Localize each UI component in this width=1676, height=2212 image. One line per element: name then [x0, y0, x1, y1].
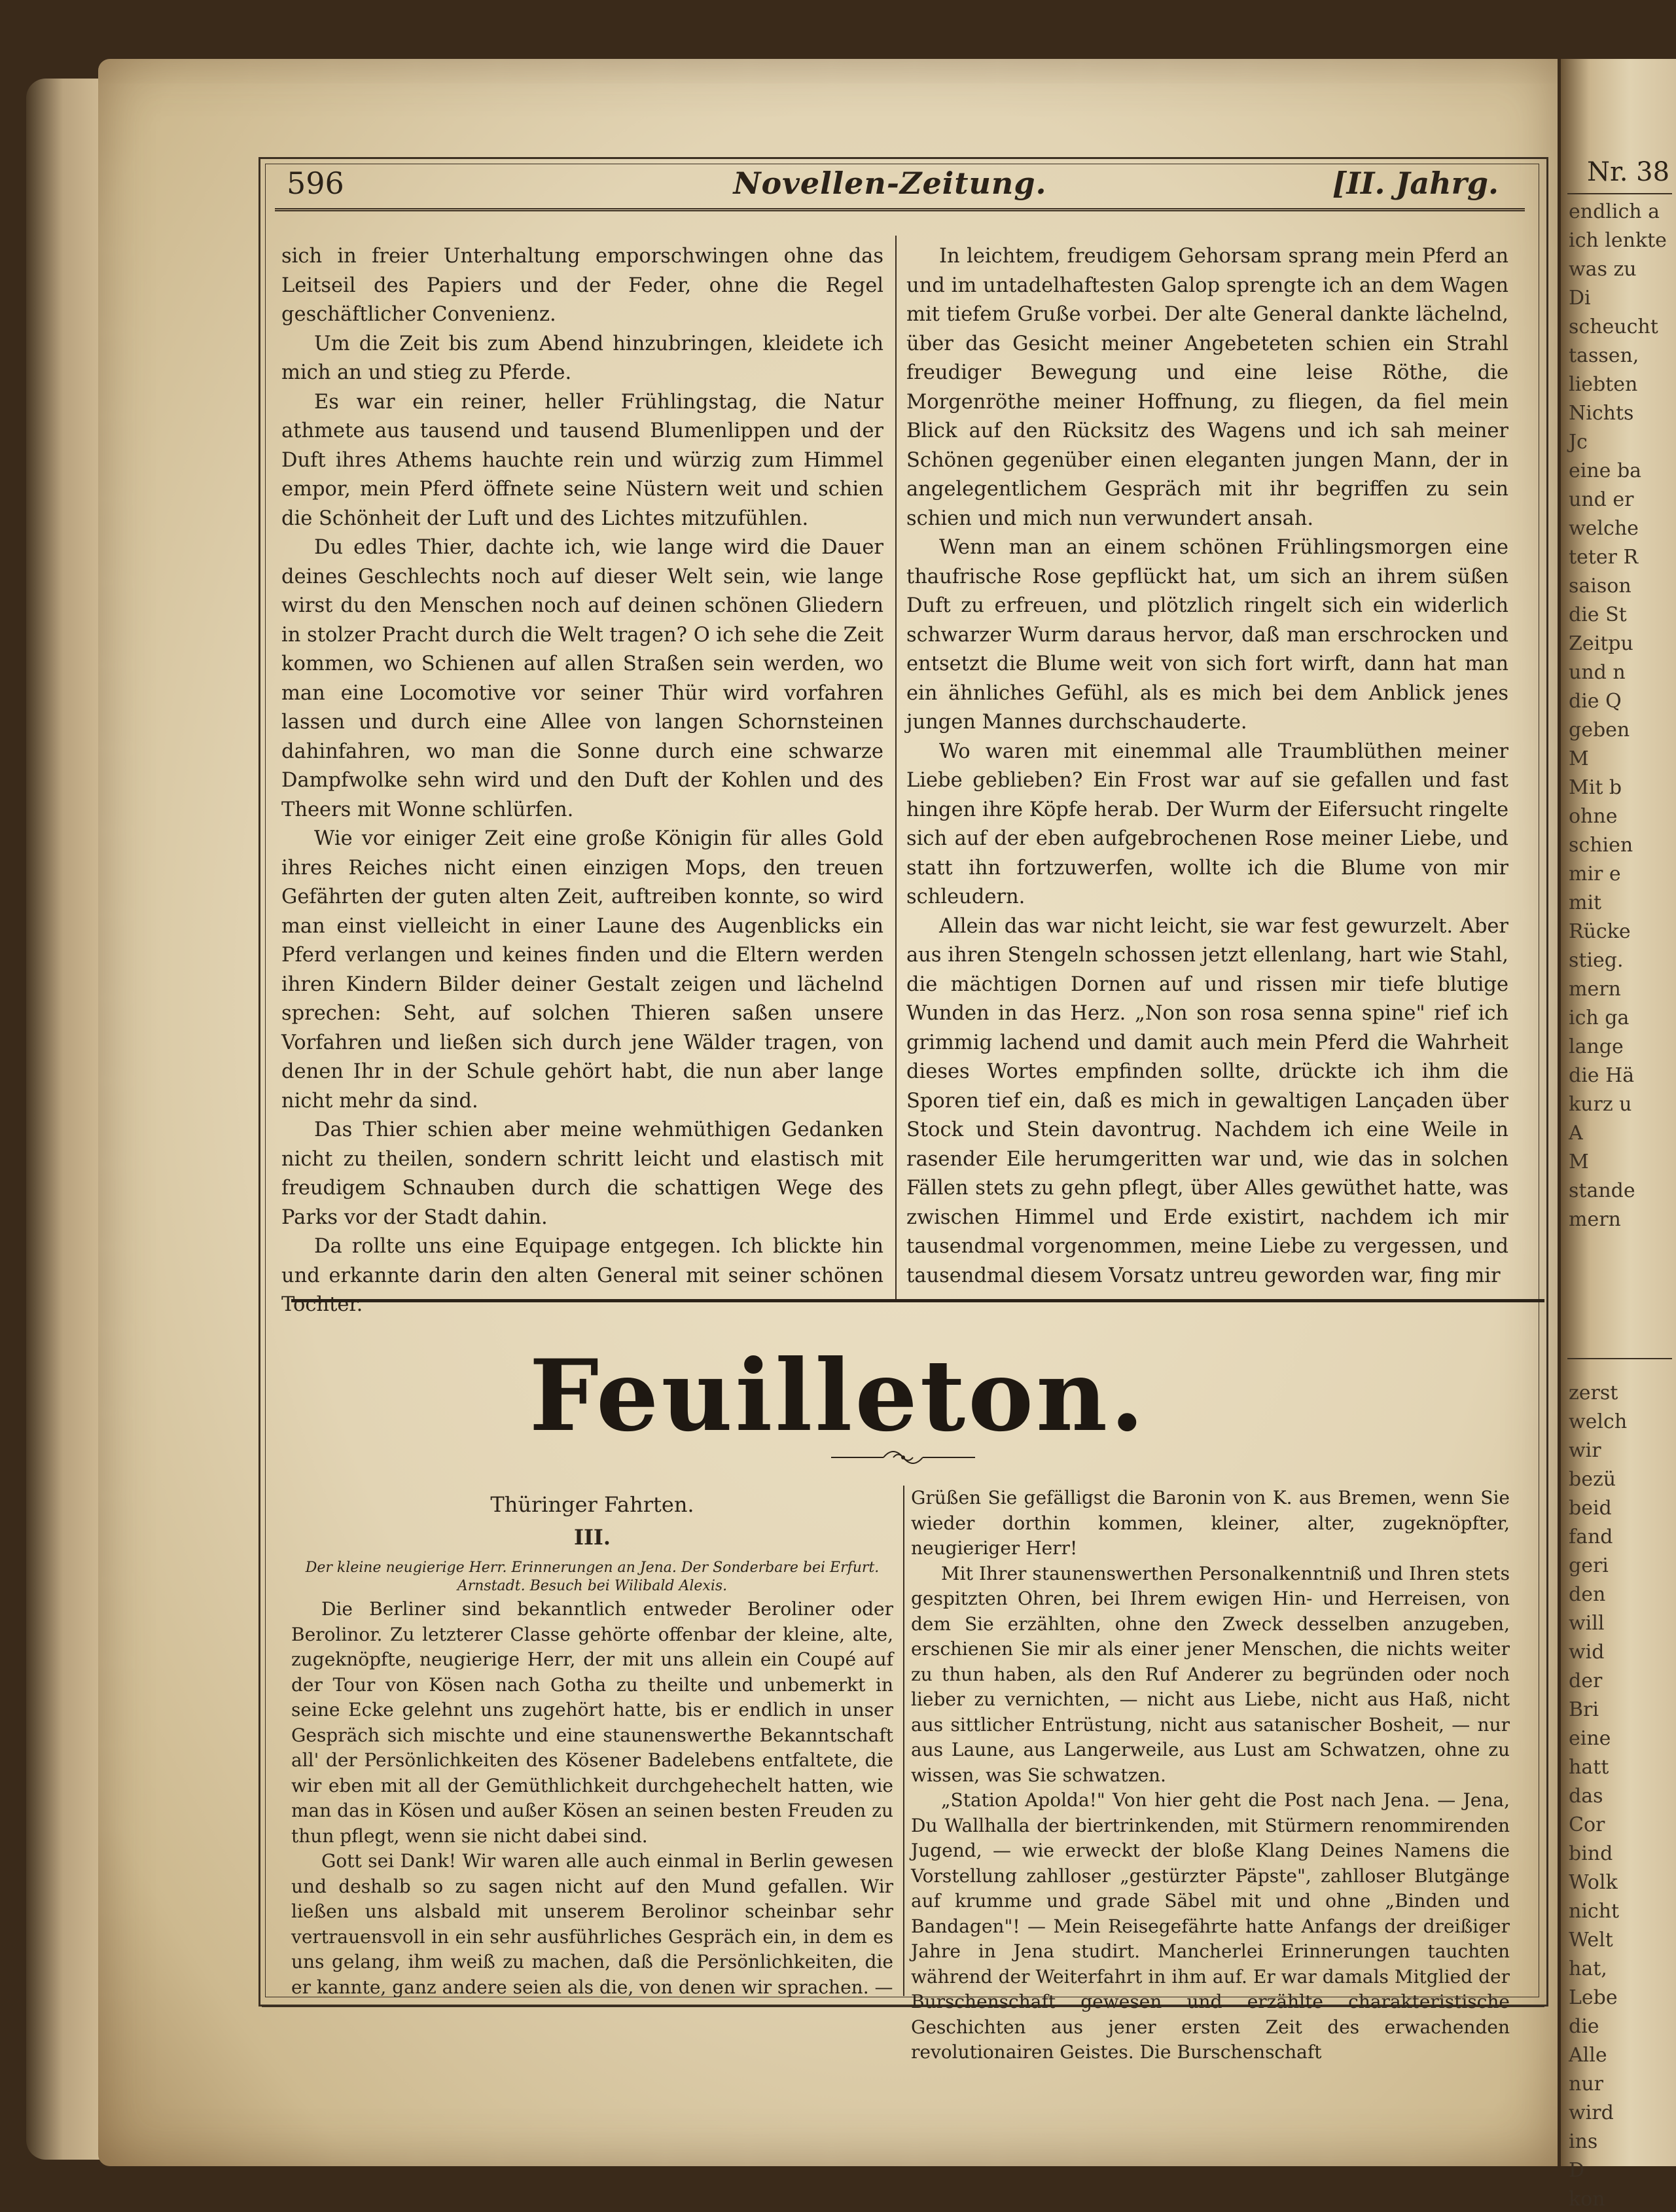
facing-page-text: welch	[1569, 1410, 1628, 1433]
volume-year: [II. Jahrg.	[1332, 166, 1499, 201]
facing-page-text: welche	[1569, 517, 1639, 540]
facing-page-text: scheucht	[1569, 315, 1658, 338]
facing-page-text: Wolk	[1569, 1871, 1618, 1894]
facing-page-text: mit	[1569, 891, 1602, 914]
facing-page-text: Bri	[1569, 1698, 1599, 1721]
paragraph: Wenn man an einem schönen Frühlingsmorgen eine thaufrische Rose gepflückt hat, um sich an ihrem süßen Duft zu erfreuen, und plötzlich ringelt sich ein widerlich schwarzer Wurm daraus hervor, daß man erschrocken und entsetzt die Blume weit von sich fort wirft, dann hat man ein ähnliches Gefühl, als es mich bei dem Anblick jenes jungen Mannes durchschauderte.	[906, 536, 1508, 734]
paragraph: sich in freier Unterhaltung emporschwingen ohne das Leitseil des Papiers und der Feder, ohne die Regel geschäftlicher Convenienz.	[281, 245, 883, 326]
facing-page-text: bezü	[1569, 1468, 1616, 1491]
facing-page-text: wird	[1569, 2101, 1614, 2124]
paragraph: „Station Apolda!" Von hier geht die Post nach Jena. — Jena, Du Wallhalla der biertrinkenden, mit Stürmern renommirenden Jugend, — wie erweckt der bloße Klang Deines Namens die Vorstellung zahlloser „gestürzter Päpste", zahlloser Blutgänge auf krumme und grade Säbel mit und ohne „Binden und Bandagen"! — Mein Reisegefährte hatte Anfangs der dreißiger Jahre in Jena studirt. Mancherlei Erinnerungen tauchten während der Weiterfahrt in ihm auf. Er war damals Mitglied der Burschenschaft gewesen und erzählte charakteristische Geschichten aus jener ersten Zeit des erwachenden revolutionairen Geistes. Die Burschenschaft	[911, 1789, 1510, 2063]
paragraph: Da rollte uns eine Equipage entgegen. Ich blickte hin und erkannte darin den alten General mit seiner schönen Tochter.	[281, 1235, 883, 1316]
facing-page-text: Nichts	[1569, 402, 1634, 425]
paragraph: Wie vor einiger Zeit eine große Königin für alles Gold ihres Reiches nicht einen einzigen Mops, den treuen Gefährten der guten alten Zeit, auftreiben konnte, so wird man einst vielleicht in einer Laune des Augenblicks ein Pferd verlangen und keines finden und die Eltern werden ihren Kindern Bilder deiner Gestalt zeigen und lächelnd sprechen: Seht, auf solchen Thieren saßen unsere Vorfahren und ließen sich durch jene Wälder tragen, von denen Ihr in der Schule gehört habt, die nun aber lange nicht mehr da sind.	[281, 827, 883, 1113]
paragraph: Grüßen Sie gefälligst die Baronin von K. aus Bremen, wenn Sie wieder dorthin kommen, kleiner, alter, zugeknöpfter, neugieriger Herr!	[911, 1487, 1510, 1559]
journal-title: Novellen-Zeitung.	[733, 166, 1047, 201]
facing-page-text: kon	[1569, 2188, 1605, 2211]
paragraph: Die Berliner sind bekanntlich entweder Beroliner oder Berolinor. Zu letzterer Classe gehörte offenbar der kleine, alte, zugeknöpfte, neugierige Herr, der mit uns allein ein Coupé auf der Tour von Kösen nach Gotha zu theilte und unbemerkt in seine Ecke gelehnt uns zugehört hatte, bis er endlich in unser Gespräch sich mischte und eine staunenswerthe Bekanntschaft all' der Persönlichkeiten des Kösener Badelebens entfaltete, die wir eben mit all der Gemüthlichkeit durchgehechelt hatten, wie man das in Kösen und außer Kösen an seinen besten Freuden zu thun pflegt, wenn sie nicht dabei sind.	[291, 1598, 893, 1847]
facing-page-text: mern	[1569, 978, 1621, 1001]
facing-page-text: hatt	[1569, 1756, 1609, 1779]
bottom-rule	[262, 2006, 1544, 2007]
facing-page-text: stande	[1569, 1179, 1635, 1202]
facing-page-text: kurz u	[1569, 1093, 1632, 1116]
running-header	[281, 160, 1499, 206]
paragraph: Allein das war nicht leicht, sie war fest gewurzelt. Aber aus ihren Stengeln schossen jetzt ellenlang, hart wie Stahl, die mächtigen Dornen auf und rissen mir tiefe blutige Wunden in das Herz. „Non son rosa senna spine" rief ich grimmig lachend und damit auch mein Pferd die Wahrheit dieses Wortes empfinden sollte, drückte ich ihm die Sporen tief ein, daß es mich in gewaltigen Lançaden über Stock und Stein davontrug. Nachdem ich eine Weile in rasender Eile herumgeritten war und, wie das in solchen Fällen stets zu gehn pflegt, über Alles gewüthet hatte, was zwischen Himmel und Erde existirt, nachdem ich mir tausendmal vorgenommen, meine Liebe zu vergessen, und tausendmal diesem Vorsatz untreu geworden war, fing mir	[906, 914, 1508, 1287]
column-bottom-right	[911, 1486, 1510, 2065]
facing-page-rule	[1567, 193, 1672, 194]
facing-page-text: wir	[1569, 1439, 1601, 1462]
facing-page-text: will	[1569, 1612, 1605, 1635]
facing-page-text: nur	[1569, 2073, 1603, 2096]
column-divider	[903, 1486, 904, 1996]
facing-page-text: und er	[1569, 488, 1634, 511]
facing-page-text: mir e	[1569, 863, 1621, 885]
facing-page-text: teter R	[1569, 546, 1639, 569]
facing-page-text: Welt	[1569, 1929, 1613, 1952]
paragraph: Gott sei Dank! Wir waren alle auch einmal in Berlin gewesen und deshalb so zu sagen nicht auf den Mund gefallen. Wir ließen uns alsbald mit unserem Berolinor scheinbar sehr vertrauensvoll in ein sehr ausführliches Gespräch ein, in dem es uns gelang, ihm weiß zu machen, daß die Persönlichkeiten, die er kannte, ganz andere seien als die, von denen wir sprachen. —	[291, 1850, 893, 1998]
facing-page-text: M	[1569, 1151, 1589, 1173]
paragraph: Das Thier schien aber meine wehmüthigen Gedanken nicht zu theilen, sondern schritt leicht und elastisch mit freudigem Schnauben durch die schattigen Wege des Parks vor der Stadt dahin.	[281, 1118, 883, 1229]
facing-page-text: hat,	[1569, 1957, 1607, 1980]
facing-page-text: und n	[1569, 661, 1626, 684]
facing-page-text: das	[1569, 1785, 1603, 1808]
facing-page-text: liebten	[1569, 373, 1638, 396]
facing-page-text: Lebe	[1569, 1986, 1618, 2009]
ornament-icon	[831, 1450, 975, 1465]
facing-page-text: D	[1569, 2159, 1585, 2182]
paragraph: In leichtem, freudigem Gehorsam sprang mein Pferd an und im untadelhaftesten Galop sprengte ich an dem Wagen mit tiefem Gruße vorbei. Der alte General dankte lächelnd, über das Gesicht meiner Angebeteten schien ein Strahl freudiger Bewegung und eine leise Röthe, die Morgenröthe meiner Hoffnung, zu fliegen, da fiel mein Blick auf den Rücksitz des Wagens und ich sah meiner Schönen gegenüber einen eleganten jungen Mann, der in angelegentlichem Gespräch mit ihr begriffen zu sein schien und mich nun verwundert ansah.	[906, 245, 1508, 530]
facing-page	[1561, 59, 1676, 2211]
column-top-left	[281, 242, 883, 1320]
facing-page-text: M	[1569, 747, 1589, 770]
paragraph: Um die Zeit bis zum Abend hinzubringen, kleidete ich mich an und stieg zu Pferde.	[281, 332, 883, 384]
section-title: Thüringer Fahrten.	[490, 1492, 694, 1517]
page-number: 596	[287, 166, 344, 201]
facing-page-text: geri	[1569, 1554, 1609, 1577]
feuilleton-heading: Feuilleton.	[529, 1338, 1147, 1454]
facing-page-text: die	[1569, 2015, 1599, 2038]
facing-page-text: endlich a	[1569, 200, 1660, 223]
facing-page-text: A	[1569, 1122, 1583, 1145]
facing-page-text: eine ba	[1569, 459, 1642, 482]
paragraph: Es war ein reiner, heller Frühlingstag, die Natur athmete aus tausend und tausend Blumenlippen und der Duft ihres Athems hauchte rein und würzig zum Himmel empor, mein Pferd öffnete seine Nüstern weit und schien die Schönheit der Luft und des Lichtes mitzufühlen.	[281, 390, 883, 530]
facing-page-text: mern	[1569, 1208, 1621, 1231]
facing-page-text: lange	[1569, 1035, 1624, 1058]
facing-page-text: fand	[1569, 1525, 1613, 1548]
facing-page-text: ohne	[1569, 805, 1618, 828]
facing-page-text: den	[1569, 1583, 1606, 1606]
facing-page-text: Alle	[1569, 2044, 1607, 2067]
section-subtitle: Der kleine neugierige Herr. Erinnerungen an Jena. Der Sonderbare bei Erfurt. Arnstadt. Besuch bei Wilibald Alexis.	[305, 1560, 880, 1594]
facing-page-text: ins	[1569, 2130, 1598, 2153]
facing-page-text: die St	[1569, 603, 1627, 626]
facing-page-text: beid	[1569, 1497, 1612, 1520]
facing-page-text: wid	[1569, 1641, 1605, 1664]
facing-page-text: Cor	[1569, 1813, 1605, 1836]
facing-page-header: Nr. 38	[1587, 157, 1670, 187]
column-top-right	[906, 242, 1508, 1291]
facing-page-text: tassen,	[1569, 344, 1639, 367]
facing-page-text: eine	[1569, 1727, 1611, 1750]
facing-page-text: der	[1569, 1669, 1603, 1692]
facing-page-text: die Q	[1569, 690, 1622, 713]
facing-page-text: stieg.	[1569, 949, 1624, 972]
facing-page-text: schien	[1569, 834, 1633, 857]
facing-page-text: saison	[1569, 575, 1631, 598]
facing-page-text: was zu	[1569, 258, 1637, 281]
paragraph: Wo waren mit einemmal alle Traumblüthen meiner Liebe geblieben? Ein Frost war auf sie gefallen und fast hingen ihre Köpfe herab. Der Wurm der Eifersucht ringelte sich auf der eben aufgebrochenen Rose meiner Liebe, und statt ihn fortzuwerfen, wollte ich die Blume von mir schleudern.	[906, 740, 1508, 908]
paragraph: Du edles Thier, dachte ich, wie lange wird die Dauer deines Geschlechts noch auf dieser Welt sein, wie lange wirst du den Menschen noch auf deinen schönen Gliedern in stolzer Pracht durch die Welt tragen? O ich sehe die Zeit kommen, wo Schienen auf allen Straßen sein werden, wo man eine Locomotive vor seiner Thür wird vorfahren lassen und durch eine Allee von langen Schornsteinen dahinfahren, wo man die Sonne durch eine schwarze Dampfwolke sehn wird und den Duft der Kohlen und des Theers mit Wonne schlürfen.	[281, 536, 883, 821]
facing-page-text: geben	[1569, 719, 1630, 741]
facing-page-text: ich lenkte	[1569, 229, 1667, 252]
facing-page-text: Mit b	[1569, 776, 1622, 799]
column-bottom-left	[291, 1597, 893, 2000]
facing-page-text: bind	[1569, 1842, 1613, 1865]
header-rule	[275, 208, 1525, 211]
column-divider	[895, 236, 897, 1299]
section-number: III.	[573, 1525, 611, 1550]
facing-page-text: die Hä	[1569, 1064, 1635, 1087]
paragraph: Mit Ihrer staunenswerthen Personalkenntniß und Ihren stets gespitzten Ohren, bei Ihrem ewigen Hin- und Herreisen, von dem Sie erzählten, ohne den Zweck desselben anzugeben, erschienen Sie mir als einer jener Menschen, die nichts weiter zu thun haben, als den Ruf Anderer zu begründen oder noch lieber zu vernichten, — nicht aus Liebe, nicht aus Haß, nicht aus sittlicher Entrüstung, nicht aus satanischer Bosheit, — nur aus Laune, aus Langerweile, aus Lust am Schwatzen, ohne zu wissen, was Sie schwatzen.	[911, 1562, 1510, 1786]
facing-page-text: zerst	[1569, 1382, 1618, 1404]
facing-page-text: Jc	[1569, 431, 1588, 454]
facing-page-text: nicht	[1569, 1900, 1620, 1923]
facing-page-text: Rücke	[1569, 920, 1631, 943]
facing-page-text: Di	[1569, 287, 1591, 310]
feuilleton-rule	[291, 1299, 1544, 1302]
facing-page-text: Zeitpu	[1569, 632, 1633, 655]
facing-page-text: ich ga	[1569, 1007, 1630, 1029]
